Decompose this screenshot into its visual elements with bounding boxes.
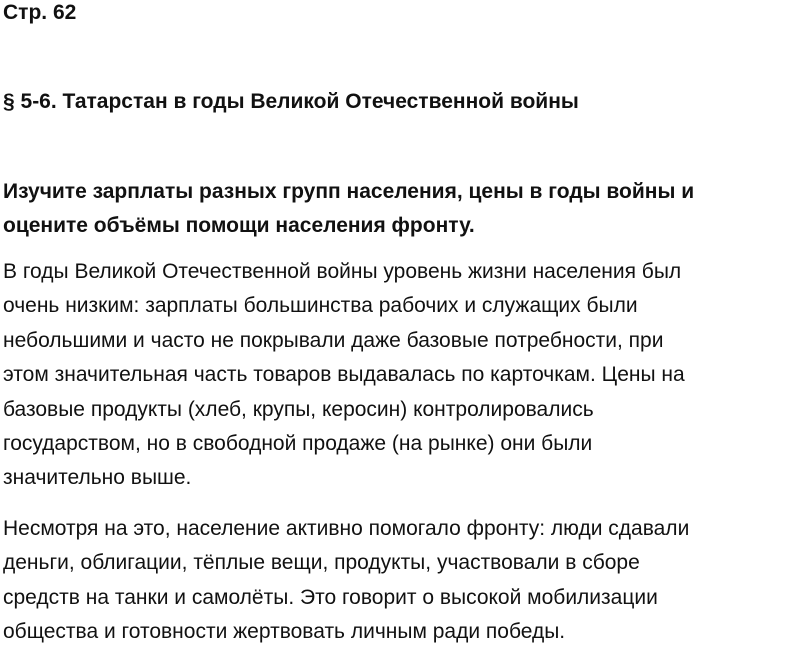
page-number: Стр. 62 xyxy=(3,1,77,24)
section-title: § 5-6. Татарстан в годы Великой Отечественной войны xyxy=(3,90,579,113)
paragraph-line: В годы Великой Отечественной войны уровень жизни населения был xyxy=(3,260,682,283)
paragraph-line: средств на танки и самолёты. Это говорит о высокой мобилизации xyxy=(3,585,658,609)
paragraph-line: этом значительная часть товаров выдавалась по карточкам. Цены на xyxy=(3,363,685,387)
task-line: Изучите зарплаты разных групп населения, цены в годы войны и xyxy=(3,180,695,203)
paragraph-line: Несмотря на это, население активно помогало фронту: люди сдавали xyxy=(3,517,690,540)
paragraph-line: небольшими и часто не покрывали даже базовые потребности, при xyxy=(3,328,664,352)
answer-paragraph-1 xyxy=(3,255,800,496)
paragraph-line: значительно выше. xyxy=(3,466,192,490)
paragraph-line: государством, но в свободной продаже (на рынке) они были xyxy=(3,432,593,456)
paragraph-line: базовые продукты (хлеб, крупы, керосин) контролировались xyxy=(3,397,594,421)
task-question xyxy=(3,175,798,243)
paragraph-line: деньги, облигации, тёплые вещи, продукты, участвовали в сборе xyxy=(3,551,640,575)
paragraph-line: общества и готовности жертвовать личным ради победы. xyxy=(3,620,566,644)
answer-paragraph-2 xyxy=(3,512,800,650)
task-line: оцените объёмы помощи населения фронту. xyxy=(3,214,475,237)
paragraph-line: очень низким: зарплаты большинства рабочих и служащих были xyxy=(3,294,638,318)
